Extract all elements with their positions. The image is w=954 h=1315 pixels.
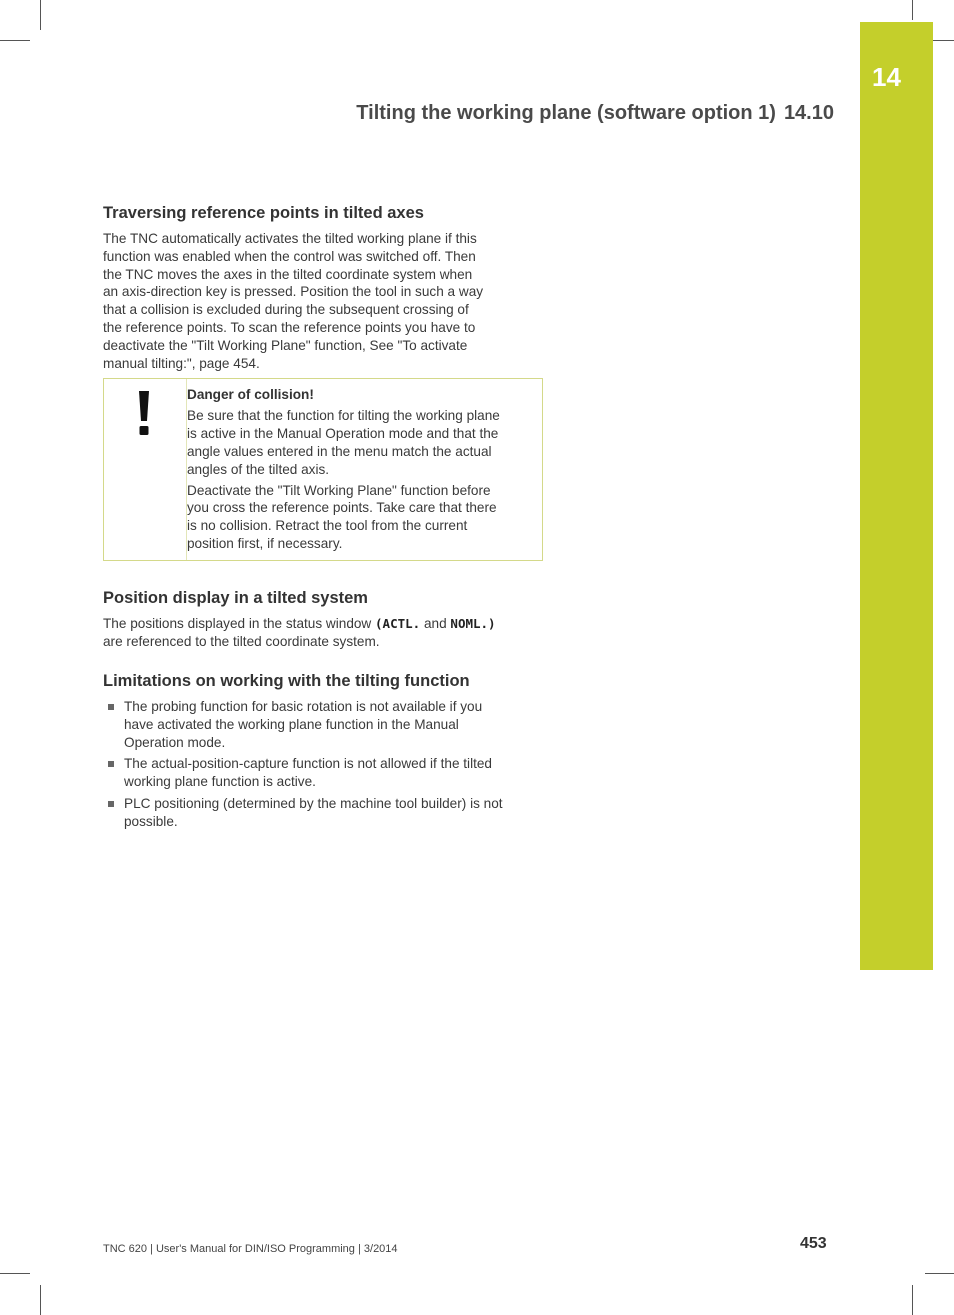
paragraph-traversing <box>103 230 543 372</box>
crop-mark <box>0 1273 30 1274</box>
text-line: you cross the reference points. Take care that there <box>187 500 497 516</box>
text-line: The actual-position-capture function is not allowed if the tilted <box>124 756 492 772</box>
text-line: Be sure that the function for tilting the working plane <box>187 408 500 424</box>
warning-box <box>103 378 543 561</box>
heading-traversing: Traversing reference points in tilted axes <box>103 204 424 222</box>
text-line: The TNC automatically activates the tilted working plane if this <box>103 231 477 246</box>
text-line: the TNC moves the axes in the tilted coordinate system when <box>103 266 473 282</box>
chapter-number: 14 <box>872 62 901 92</box>
code-actl: (ACTL. <box>375 616 421 632</box>
crop-mark <box>0 40 30 41</box>
crop-mark <box>912 1285 913 1315</box>
footer-text: TNC 620 | User's Manual for DIN/ISO Programming | 3/2014 <box>103 1243 398 1255</box>
heading-limitations: Limitations on working with the tilting function <box>103 671 470 690</box>
text-line: Operation mode. <box>124 734 226 750</box>
text-line: working plane function is active. <box>124 774 316 790</box>
text-run: The positions displayed in the status window <box>103 616 376 632</box>
running-head-title: Tilting the working plane (software option 1) <box>356 102 776 124</box>
list-item <box>103 698 543 751</box>
page-number: 453 <box>800 1235 827 1252</box>
text-line: possible. <box>124 813 178 829</box>
text-line: is active in the Manual Operation mode and that the <box>187 426 499 442</box>
warning-paragraph-1 <box>187 407 539 478</box>
text-run: and <box>420 616 451 632</box>
text-line: PLC positioning (determined by the machine tool builder) is not <box>124 795 503 811</box>
warning-paragraph-2 <box>187 482 539 553</box>
crop-mark <box>912 0 913 20</box>
text-line: The probing function for basic rotation is not available if you <box>124 698 483 714</box>
list-item <box>103 795 543 831</box>
list-item <box>103 755 543 791</box>
text-line: that a collision is excluded during the subsequent crossing of <box>103 302 469 318</box>
page-content <box>103 204 543 835</box>
chapter-tab <box>860 22 933 970</box>
text-line: deactivate the "Tilt Working Plane" function, See "To activate <box>103 337 468 353</box>
running-head-section: 14.10 <box>783 102 834 124</box>
text-line: angles of the tilted axis. <box>187 461 330 477</box>
text-line: are referenced to the tilted coordinate system. <box>103 634 380 650</box>
heading-position-display: Position display in a tilted system <box>103 589 368 608</box>
text-line: position first, if necessary. <box>187 535 343 551</box>
text-line: have activated the working plane function in the Manual <box>124 716 459 732</box>
text-line: is no collision. Retract the tool from the current <box>187 518 468 534</box>
running-head <box>356 102 834 125</box>
text-line: function was enabled when the control was switched off. Then <box>103 248 476 264</box>
text-line: Deactivate the "Tilt Working Plane" function before <box>187 482 491 498</box>
paragraph-position-display <box>103 615 543 651</box>
warning-body <box>187 387 539 552</box>
text-line: angle values entered in the menu match the actual <box>187 443 492 459</box>
crop-mark <box>40 0 41 30</box>
exclamation-icon <box>137 391 151 435</box>
crop-mark <box>925 1273 954 1274</box>
text-line: manual tilting:", page 454. <box>103 355 260 371</box>
warning-title: Danger of collision! <box>187 387 314 403</box>
code-noml: NOML.) <box>450 616 496 632</box>
text-line: an axis-direction key is pressed. Position the tool in such a way <box>103 284 484 300</box>
text-line: the reference points. To scan the reference points you have to <box>103 319 476 335</box>
crop-mark <box>40 1285 41 1315</box>
limitations-list <box>103 698 543 831</box>
